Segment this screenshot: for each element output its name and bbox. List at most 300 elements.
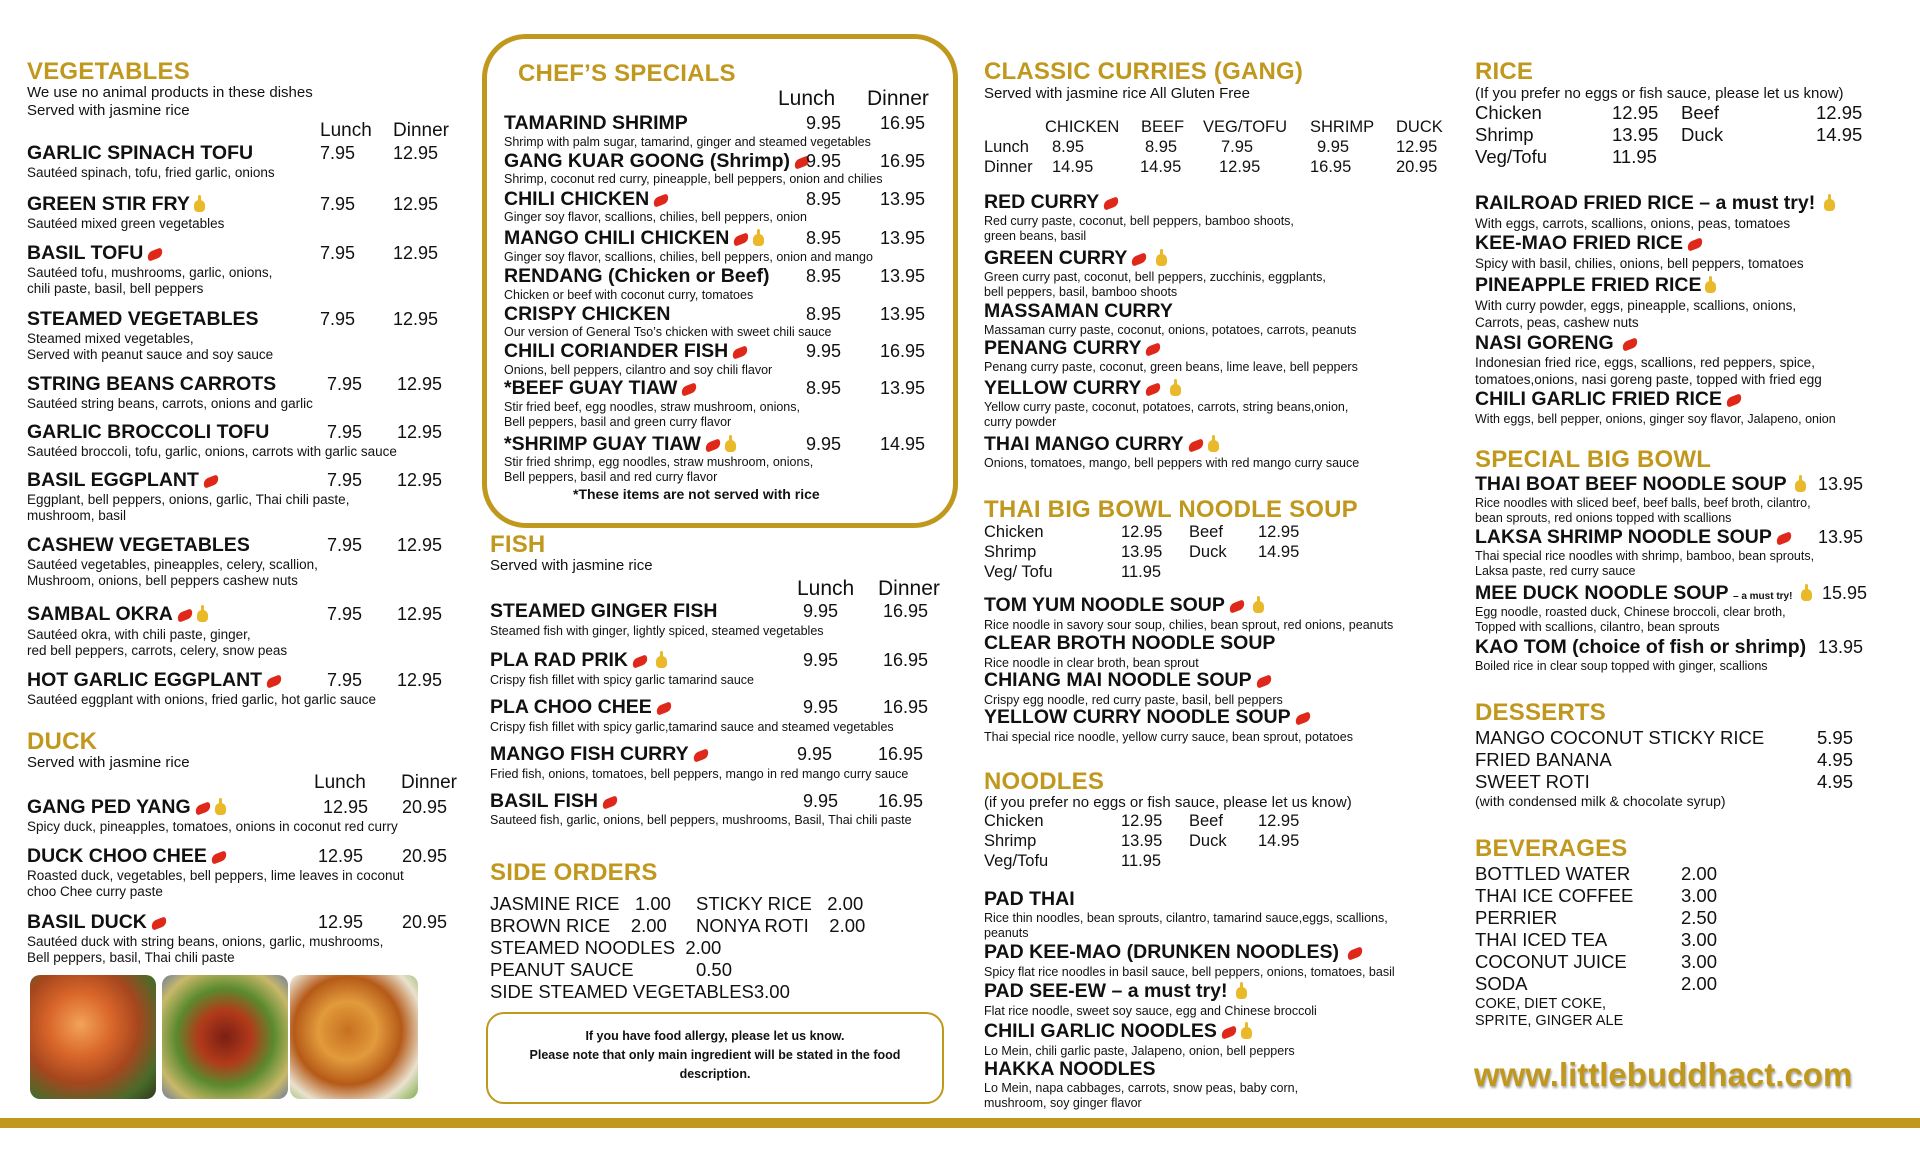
protein-label: Beef (1681, 102, 1720, 123)
dinner-price: 16.95 (880, 341, 926, 361)
item-description: green beans, basil (984, 229, 1087, 243)
item-name: PAD THAI (984, 888, 1075, 910)
menu-item (504, 433, 736, 456)
item-name: GANG KUAR GOONG (Shrimp) (504, 150, 790, 172)
thumbs-up-icon (1795, 480, 1806, 492)
side-name: PEANUT SAUCE (490, 959, 634, 980)
lunch-price: 9.95 (803, 791, 839, 811)
menu-item (504, 377, 697, 400)
item-description: red bell peppers, carrots, celery, snow peas (27, 643, 288, 658)
price-cell: 12.95 (1219, 158, 1261, 176)
item-name: GARLIC BROCCOLI TOFU (27, 421, 270, 443)
dinner-price: 13.95 (880, 378, 926, 398)
menu-item (27, 373, 276, 396)
curries-note: Served with jasmine rice All Gluten Free (984, 85, 1250, 102)
thumbs-up-icon (194, 200, 205, 212)
menu-item (984, 1058, 1156, 1081)
item-name: *BEEF GUAY TIAW (504, 377, 678, 399)
vegetables-note: Served with jasmine rice (27, 102, 190, 119)
lunch-price: 7.95 (327, 535, 363, 555)
item-description: With eggs, bell pepper, onions, ginger soy flavor, Jalapeno, onion (1475, 412, 1836, 426)
dinner-price: 16.95 (883, 650, 929, 670)
lunch-header: Lunch (778, 87, 836, 110)
item-description: Bell peppers, basil and green curry flavor (504, 415, 732, 429)
menu-item (27, 421, 269, 444)
item-price: 13.95 (1818, 637, 1864, 657)
chili-icon (732, 233, 750, 247)
item-name: TOM YUM NOODLE SOUP (984, 594, 1225, 616)
side-item (490, 959, 634, 981)
dinner-price: 12.95 (397, 604, 443, 624)
menu-item (490, 696, 672, 719)
allergy-line: description. (679, 1067, 751, 1081)
item-description: Fried fish, onions, tomatoes, bell peppers, mango in red mango curry sauce (490, 767, 909, 781)
price-cell: 12.95 (1612, 102, 1659, 123)
item-description: Sautéed eggplant with onions, fried garlic, hot garlic sauce (27, 692, 376, 707)
protein-label: Beef (1189, 523, 1223, 541)
item-description: Lo Mein, chili garlic paste, Jalapeno, onion, bell peppers (984, 1044, 1295, 1058)
side-item (490, 893, 671, 915)
menu-item (1475, 274, 1716, 297)
menu-item (490, 649, 667, 672)
noodle-soup-title: THAI BIG BOWL NOODLE SOUP (984, 496, 1358, 523)
lunch-price: 7.95 (327, 604, 363, 624)
side-price: 1.00 (634, 893, 671, 914)
chili-icon (265, 675, 283, 689)
item-description: Sautéed vegetables, pineapples, celery, scallion, (27, 557, 318, 572)
item-name: PENANG CURRY (984, 337, 1142, 359)
item-name: BASIL FISH (490, 790, 598, 812)
noodles-title: NOODLES (984, 768, 1105, 795)
item-description: Carrots, peas, cashew nuts (1475, 315, 1639, 330)
chili-icon (1255, 675, 1273, 689)
menu-item (984, 632, 1275, 655)
menu-item (27, 242, 163, 265)
menu-item (27, 603, 208, 626)
protein-label: Duck (1189, 543, 1227, 561)
side-name: STICKY RICE (696, 893, 812, 914)
price-cell: 14.95 (1258, 832, 1300, 850)
chili-icon (150, 917, 168, 931)
beverage-price: 2.00 (1681, 973, 1718, 994)
price-cell: 14.95 (1052, 158, 1094, 176)
item-description: Rice noodles with sliced beef, beef balls, beef broth, cilantro, (1475, 496, 1811, 510)
thumbs-up-icon (1253, 601, 1264, 613)
chili-icon (1725, 394, 1743, 408)
chili-icon (1228, 600, 1246, 614)
price-cell: 8.95 (1145, 138, 1178, 156)
item-name: PAD KEE-MAO (DRUNKEN NOODLES) (984, 941, 1339, 963)
dinner-price: 16.95 (878, 791, 924, 811)
item-description: Spicy duck, pineapples, tomatoes, onions in coconut red curry (27, 819, 398, 834)
item-description: Eggplant, bell peppers, onions, garlic, Thai chili paste, (27, 492, 350, 507)
item-name: HOT GARLIC EGGPLANT (27, 669, 263, 691)
item-description: With eggs, carrots, scallions, onions, peas, tomatoes (1475, 216, 1791, 231)
menu-item (984, 247, 1167, 270)
item-description: Onions, tomatoes, mango, bell peppers with red mango curry sauce (984, 456, 1360, 470)
menu-item (504, 265, 769, 288)
chili-icon (731, 346, 749, 360)
dinner-price: 16.95 (883, 697, 929, 717)
lunch-price: 12.95 (318, 912, 364, 932)
protein-label: Chicken (984, 812, 1044, 830)
item-name: KEE-MAO FRIED RICE (1475, 232, 1684, 254)
lunch-price: 9.95 (803, 697, 839, 717)
item-name: THAI BOAT BEEF NOODLE SOUP (1475, 473, 1787, 495)
side-name: JASMINE RICE (490, 893, 620, 914)
must-try-note: – a must try! (1732, 591, 1793, 602)
item-description: Sautéed tofu, mushrooms, garlic, onions, (27, 265, 273, 280)
beverage-name: COCONUT JUICE (1475, 951, 1627, 972)
item-name: CRISPY CHICKEN (504, 303, 671, 325)
item-description: Boiled rice in clear soup topped with ginger, scallions (1475, 659, 1768, 673)
item-name: STRING BEANS CARROTS (27, 373, 277, 395)
chili-icon (1346, 947, 1364, 961)
item-description: Bell peppers, basil, Thai chili paste (27, 950, 235, 965)
item-name: CHIANG MAI NOODLE SOUP (984, 669, 1252, 691)
chili-icon (1686, 238, 1704, 252)
dessert-name: MANGO COCONUT STICKY RICE (1475, 727, 1765, 748)
item-name: CHILI GARLIC NOODLES (984, 1020, 1217, 1042)
chefs-specials-title: CHEF’S SPECIALS (518, 60, 736, 87)
dinner-price: 13.95 (880, 228, 926, 248)
menu-item (490, 743, 709, 766)
soda-options: COKE, DIET COKE, (1475, 996, 1607, 1012)
website-url[interactable]: www.littlebuddhact.com (1474, 1056, 1853, 1093)
item-description: Rice noodle in clear broth, bean sprout (984, 656, 1199, 670)
side-name: BROWN RICE (490, 915, 611, 936)
item-description: Sauteed fish, garlic, onions, bell peppers, mushrooms, Basil, Thai chili paste (490, 813, 912, 827)
lunch-price: 8.95 (806, 378, 842, 398)
chili-icon (1621, 338, 1639, 352)
allergy-line: Please note that only main ingredient will be stated in the food (529, 1048, 901, 1062)
item-name: MANGO FISH CURRY (490, 743, 689, 765)
item-name: MEE DUCK NOODLE SOUP (1475, 582, 1729, 604)
menu-item (27, 308, 259, 331)
chili-icon (1144, 343, 1162, 357)
row-label: Dinner (984, 158, 1033, 176)
lunch-price: 8.95 (806, 228, 842, 248)
lunch-price: 7.95 (327, 470, 363, 490)
menu-item (27, 534, 250, 557)
dinner-price: 12.95 (393, 194, 439, 214)
thumbs-up-icon (1801, 589, 1812, 601)
lunch-price: 9.95 (806, 151, 842, 171)
beverages-title: BEVERAGES (1475, 835, 1628, 862)
item-name: STEAMED GINGER FISH (490, 600, 718, 622)
menu-item (984, 433, 1219, 456)
beverage-name: THAI ICED TEA (1475, 929, 1608, 950)
dinner-price: 20.95 (402, 912, 448, 932)
duck-title: DUCK (27, 728, 98, 755)
item-description: tomatoes,onions, nasi goreng paste, topped with fried egg (1475, 372, 1822, 387)
item-price: 15.95 (1822, 583, 1868, 603)
price-cell: 12.95 (1258, 812, 1300, 830)
side-price: 2.00 (685, 937, 722, 958)
lunch-price: 7.95 (327, 374, 363, 394)
thumbs-up-icon (1241, 1027, 1252, 1039)
bottom-gold-bar (0, 1118, 1920, 1128)
beverage-price: 2.50 (1681, 907, 1718, 928)
chili-icon (1144, 383, 1162, 397)
menu-item (1475, 232, 1703, 255)
item-description: Sautéed mixed green vegetables (27, 216, 225, 231)
lunch-price: 12.95 (318, 846, 364, 866)
item-name: CHILI GARLIC FRIED RICE (1475, 388, 1722, 410)
vegetables-title: VEGETABLES (27, 58, 190, 85)
dessert-price: 5.95 (1817, 727, 1854, 748)
price-cell: 13.95 (1612, 124, 1659, 145)
item-description: Flat rice noodle, sweet soy sauce, egg and Chinese broccoli (984, 1004, 1317, 1018)
lunch-price: 7.95 (320, 143, 356, 163)
item-description: mushroom, soy ginger flavor (984, 1096, 1142, 1110)
dinner-price: 12.95 (397, 535, 443, 555)
item-name: GREEN STIR FRY (27, 193, 190, 215)
special-big-bowl-title: SPECIAL BIG BOWL (1475, 446, 1712, 473)
menu-item (490, 790, 618, 813)
protein-label: Shrimp (984, 543, 1037, 561)
lunch-price: 12.95 (323, 797, 369, 817)
thumbs-up-icon (1824, 199, 1835, 211)
item-description: Yellow curry paste, coconut, potatoes, carrots, string beans,onion, (984, 400, 1349, 414)
chili-icon (146, 248, 164, 262)
price-cell: 11.95 (1121, 852, 1162, 870)
price-cell: 12.95 (1121, 523, 1163, 541)
chili-icon (1102, 197, 1120, 211)
dinner-price: 13.95 (880, 304, 926, 324)
item-description: Penang curry paste, coconut, green beans, lime leave, bell peppers (984, 360, 1358, 374)
menu-item (984, 980, 1247, 1003)
item-description: Ginger soy flavor, scallions, chilies, bell peppers, onion and mango (504, 250, 873, 264)
menu-item (27, 469, 219, 492)
dessert-name: SWEET ROTI (1475, 771, 1590, 792)
protein-label: Chicken (1475, 102, 1542, 123)
item-name: GARLIC SPINACH TOFU (27, 142, 254, 164)
side-price: 0.50 (696, 959, 733, 980)
chili-icon (1187, 439, 1205, 453)
menu-item (27, 911, 167, 934)
beverage-price: 3.00 (1681, 929, 1718, 950)
item-description: peanuts (984, 926, 1029, 940)
row-label: Lunch (984, 138, 1029, 156)
side-price: 2.00 (829, 915, 866, 936)
side-price: 3.00 (753, 981, 790, 1002)
chili-icon (194, 802, 212, 816)
food-photo-shrimp (30, 975, 156, 1099)
menu-item (504, 340, 748, 363)
price-cell: 20.95 (1396, 158, 1438, 176)
dinner-header: Dinner (401, 772, 457, 793)
item-description: choo Chee curry paste (27, 884, 163, 899)
item-name: GREEN CURRY (984, 247, 1128, 269)
menu-item (27, 796, 226, 819)
dinner-price: 12.95 (393, 309, 439, 329)
item-description: Crispy fish fillet with spicy garlic,tamarind sauce and steamed vegetables (490, 720, 894, 734)
menu-item (1475, 332, 1638, 355)
menu-item (504, 150, 810, 173)
duck-note: Served with jasmine rice (27, 754, 190, 771)
item-description: Roasted duck, vegetables, bell peppers, lime leaves in coconut (27, 868, 404, 883)
item-name: HAKKA NOODLES (984, 1058, 1156, 1080)
lunch-price: 7.95 (320, 194, 356, 214)
item-description: Onions, bell peppers, cilantro and soy chili flavor (504, 363, 773, 377)
item-description: Our version of General Tso’s chicken with sweet chili sauce (504, 325, 832, 339)
desserts-title: DESSERTS (1475, 699, 1606, 726)
side-item (490, 937, 721, 959)
thumbs-up-icon (1208, 440, 1219, 452)
side-name: NONYA ROTI (696, 915, 809, 936)
item-name: THAI MANGO CURRY (984, 433, 1184, 455)
chef-footnote: *These items are not served with rice (573, 486, 820, 502)
col-header: SHRIMP (1310, 118, 1375, 136)
item-description: Mushroom, onions, bell peppers cashew nuts (27, 573, 298, 588)
price-cell: 8.95 (1052, 138, 1085, 156)
thumbs-up-icon (215, 803, 226, 815)
col-header: BEEF (1141, 118, 1185, 136)
menu-item (27, 669, 282, 692)
price-cell: 7.95 (1221, 138, 1254, 156)
menu-item (504, 227, 764, 250)
soda-options: SPRITE, GINGER ALE (1475, 1013, 1624, 1029)
item-name: GANG PED YANG (27, 796, 191, 818)
item-price: 13.95 (1818, 474, 1864, 494)
chili-icon (1220, 1026, 1238, 1040)
rice-note: (If you prefer no eggs or fish sauce, please let us know) (1475, 85, 1844, 102)
price-cell: 16.95 (1310, 158, 1352, 176)
item-description: Egg noodle, roasted duck, Chinese broccoli, clear broth, (1475, 605, 1786, 619)
lunch-header: Lunch (314, 772, 366, 793)
col-header: VEG/TOFU (1203, 118, 1288, 136)
dinner-header: Dinner (393, 120, 449, 141)
dinner-price: 16.95 (878, 744, 924, 764)
dinner-price: 14.95 (880, 434, 926, 454)
item-description: Ginger soy flavor, scallions, chilies, bell peppers, onion (504, 210, 807, 224)
lunch-price: 9.95 (803, 650, 839, 670)
chili-icon (680, 383, 698, 397)
dinner-price: 20.95 (402, 797, 448, 817)
item-description: Bell peppers, basil and red curry flavor (504, 470, 718, 484)
thumbs-up-icon (1156, 254, 1167, 266)
menu-item (504, 112, 688, 135)
chili-icon (1775, 532, 1793, 546)
price-cell: 14.95 (1140, 158, 1182, 176)
menu-item (984, 191, 1119, 214)
price-cell: 11.95 (1612, 146, 1657, 167)
menu-item (504, 188, 669, 211)
menu-item (984, 941, 1363, 964)
item-description: Green curry past, coconut, bell peppers, zucchinis, eggplants, (984, 270, 1326, 284)
dinner-price: 13.95 (880, 189, 926, 209)
allergy-line: If you have food allergy, please let us know. (585, 1029, 845, 1043)
item-name: CASHEW VEGETABLES (27, 534, 250, 556)
item-description: Stir fried shrimp, egg noodles, straw mushroom, onions, (504, 455, 814, 469)
protein-label: Chicken (984, 523, 1044, 541)
price-cell: 12.95 (1121, 812, 1163, 830)
chili-icon (652, 194, 670, 208)
chili-icon (631, 655, 649, 669)
lunch-header: Lunch (320, 120, 372, 141)
menu-item (504, 303, 671, 326)
menu-item (984, 300, 1173, 323)
noodles-note: (if you prefer no eggs or fish sauce, please let us know) (984, 794, 1352, 811)
allergy-notice (490, 1027, 940, 1084)
thumbs-up-icon (197, 610, 208, 622)
lunch-price: 7.95 (327, 422, 363, 442)
thumbs-up-icon (725, 440, 736, 452)
lunch-price: 8.95 (806, 304, 842, 324)
menu-item (1475, 192, 1835, 215)
item-name: BASIL EGGPLANT (27, 469, 199, 491)
dinner-price: 12.95 (397, 374, 443, 394)
price-cell: 12.95 (1816, 102, 1863, 123)
beverage-name: BOTTLED WATER (1475, 863, 1631, 884)
item-name: RENDANG (Chicken or Beef) (504, 265, 770, 287)
lunch-price: 9.95 (803, 601, 839, 621)
item-description: Spicy flat rice noodles in basil sauce, bell peppers, onions, tomatoes, basil (984, 965, 1395, 979)
protein-label: Duck (1681, 124, 1724, 145)
dessert-price: 4.95 (1817, 771, 1854, 792)
item-description: Shrimp with palm sugar, tamarind, ginger and steamed vegetables (504, 135, 871, 149)
lunch-price: 8.95 (806, 266, 842, 286)
menu-item (1475, 636, 1806, 659)
item-description: Laksa paste, red curry sauce (1475, 564, 1636, 578)
side-name: SIDE STEAMED VEGETABLES (490, 981, 754, 1002)
item-description: Red curry paste, coconut, bell peppers, bamboo shoots, (984, 214, 1294, 228)
item-description: Sautéed spinach, tofu, fried garlic, onions (27, 165, 275, 180)
item-name: CHILI CORIANDER FISH (504, 340, 729, 362)
item-description: Crispy egg noodle, red curry paste, basil, bell peppers (984, 693, 1283, 707)
beverage-name: THAI ICE COFFEE (1475, 885, 1634, 906)
thumbs-up-icon (1236, 987, 1247, 999)
beverage-name: PERRIER (1475, 907, 1558, 928)
menu-item (1475, 473, 1806, 496)
col-header: DUCK (1396, 118, 1443, 136)
chili-icon (176, 609, 194, 623)
menu-item (984, 669, 1272, 692)
item-description: With curry powder, eggs, pineapple, scallions, onions, (1475, 298, 1797, 313)
item-description: bell peppers, basil, bamboo shoots (984, 285, 1178, 299)
menu-item (27, 845, 227, 868)
item-name: PLA CHOO CHEE (490, 696, 652, 718)
dessert-price: 4.95 (1817, 749, 1854, 770)
item-name: *SHRIMP GUAY TIAW (504, 433, 701, 455)
dinner-price: 12.95 (393, 243, 439, 263)
protein-label: Veg/Tofu (984, 852, 1049, 870)
side-price: 2.00 (827, 893, 864, 914)
item-name: DUCK CHOO CHEE (27, 845, 207, 867)
soup-price-table (984, 523, 1300, 583)
price-cell: 12.95 (1258, 523, 1300, 541)
lunch-price: 8.95 (806, 189, 842, 209)
side-item (696, 893, 863, 915)
thumbs-up-icon (656, 656, 667, 668)
item-name: RED CURRY (984, 191, 1100, 213)
dinner-price: 12.95 (397, 670, 443, 690)
item-description: Rice noodle in savory sour soup, chilies, bean sprout, red onions, peanuts (984, 618, 1394, 632)
protein-label: Beef (1189, 812, 1223, 830)
dessert-note: (with condensed milk & chocolate syrup) (1475, 793, 1726, 809)
item-description: curry powder (984, 415, 1057, 429)
item-name: YELLOW CURRY (984, 377, 1142, 399)
item-name: SAMBAL OKRA (27, 603, 173, 625)
item-name: CLEAR BROTH NOODLE SOUP (984, 632, 1276, 654)
dinner-price: 12.95 (397, 422, 443, 442)
item-name: PAD SEE-EW – a must try! (984, 980, 1228, 1002)
menu-item (984, 594, 1264, 617)
price-cell: 12.95 (1396, 138, 1438, 156)
dessert-name: FRIED BANANA (1475, 749, 1612, 770)
lunch-price: 9.95 (806, 434, 842, 454)
